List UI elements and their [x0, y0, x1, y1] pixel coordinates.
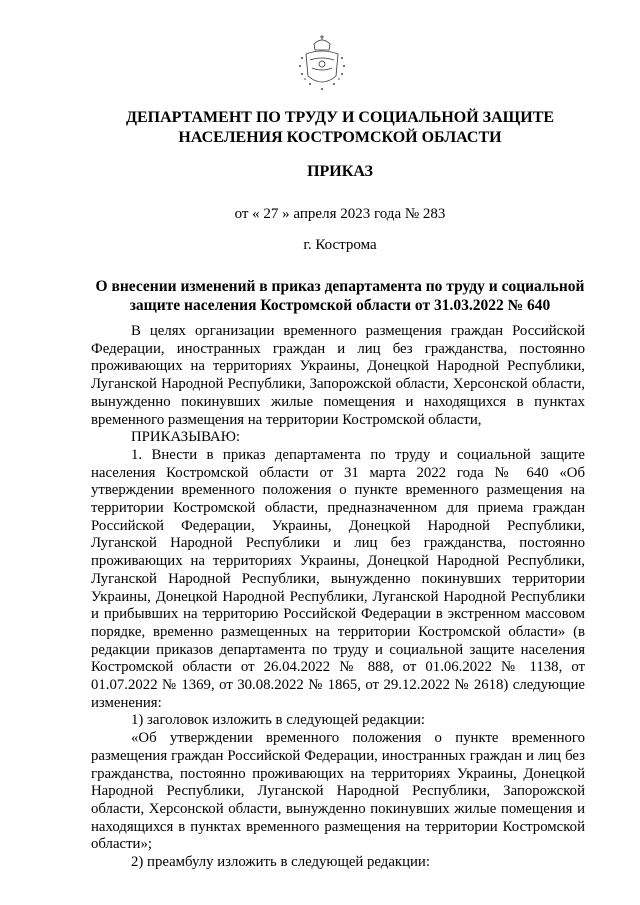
subitem-2: 2) преамбулу изложить в следующей редакции:: [131, 854, 430, 871]
department-name-line2: НАСЕЛЕНИЯ КОСТРОМСКОЙ ОБЛАСТИ: [178, 129, 502, 146]
city: г. Кострома: [303, 237, 377, 253]
order-word: ПРИКАЗЫВАЮ:: [131, 429, 241, 446]
subitem-1: 1) заголовок изложить в следующей редакции:: [131, 712, 426, 729]
order-subject: [80, 277, 600, 315]
department-name-line1: ДЕПАРТАМЕНТ ПО ТРУДУ И СОЦИАЛЬНОЙ ЗАЩИТЕ: [125, 109, 555, 126]
order-subject-line1: О внесении изменений в приказ департамента по труду и социальной: [95, 278, 585, 295]
preamble-paragraph: В целях организации временного размещения граждан Российской Федерации, иностранных граждан и лиц без гражданства, постоянно проживающих на территориях Украины, Донецкой Народной Республики, Луганской Народной Республики, Запорожской области, Херсонской области, вынужденно покинувших жилые помещения и находящихся в пунктах временного размещения на территории Костромской области,: [91, 323, 585, 428]
coat-of-arms-emblem: [296, 34, 348, 92]
quoted-title-paragraph: «Об утверждении временного положения о пункте временного размещения граждан Российской Федерации, иностранных граждан и лиц без гражданства, постоянно проживающих на территориях Украины, Донецкой Народной Республики, Луганской Народной Республики, Запорожской области, Херсонской области, вынужденно покинувших жилые помещения и находящихся в пунктах временного размещения на территории Костромской области»;: [91, 730, 585, 853]
department-name: [80, 108, 600, 148]
document-type: ПРИКАЗ: [307, 163, 373, 180]
item-1-paragraph: 1. Внести в приказ департамента по труду и социальной защите населения Костромской области от 31 марта 2022 года № 640 «Об утверждении временного положения о пункте временного размещения на территории Костромской области, предназначенном для приема граждан Российской Федерации, Украины, Донецкой Народной Республики, Луганской Народной Республики и лиц без гражданства, постоянно проживающих на территориях Украины, Донецкой Народной Республики, Луганской Народной Республики, вынужденно покинувших территории Украины, Донецкой Народной Республики, Луганской Народной Республики и прибывших на территорию Российской Федерации в экстренном массовом порядке, временно размещенных на территории Костромской области» (в редакции приказов департамента по труду и социальной защите населения Костромской области от 26.04.2022 № 888, от 01.06.2022 № 1138, от 01.07.2022 № 1369, от 30.08.2022 № 1865, от 29.12.2022 № 2618) следующие изменения:: [91, 446, 585, 711]
order-date-number: от « 27 » апреля 2023 года № 283: [234, 206, 446, 222]
order-subject-line2: защите населения Костромской области от 31.03.2022 № 640: [129, 297, 551, 314]
order-body: [91, 323, 585, 872]
